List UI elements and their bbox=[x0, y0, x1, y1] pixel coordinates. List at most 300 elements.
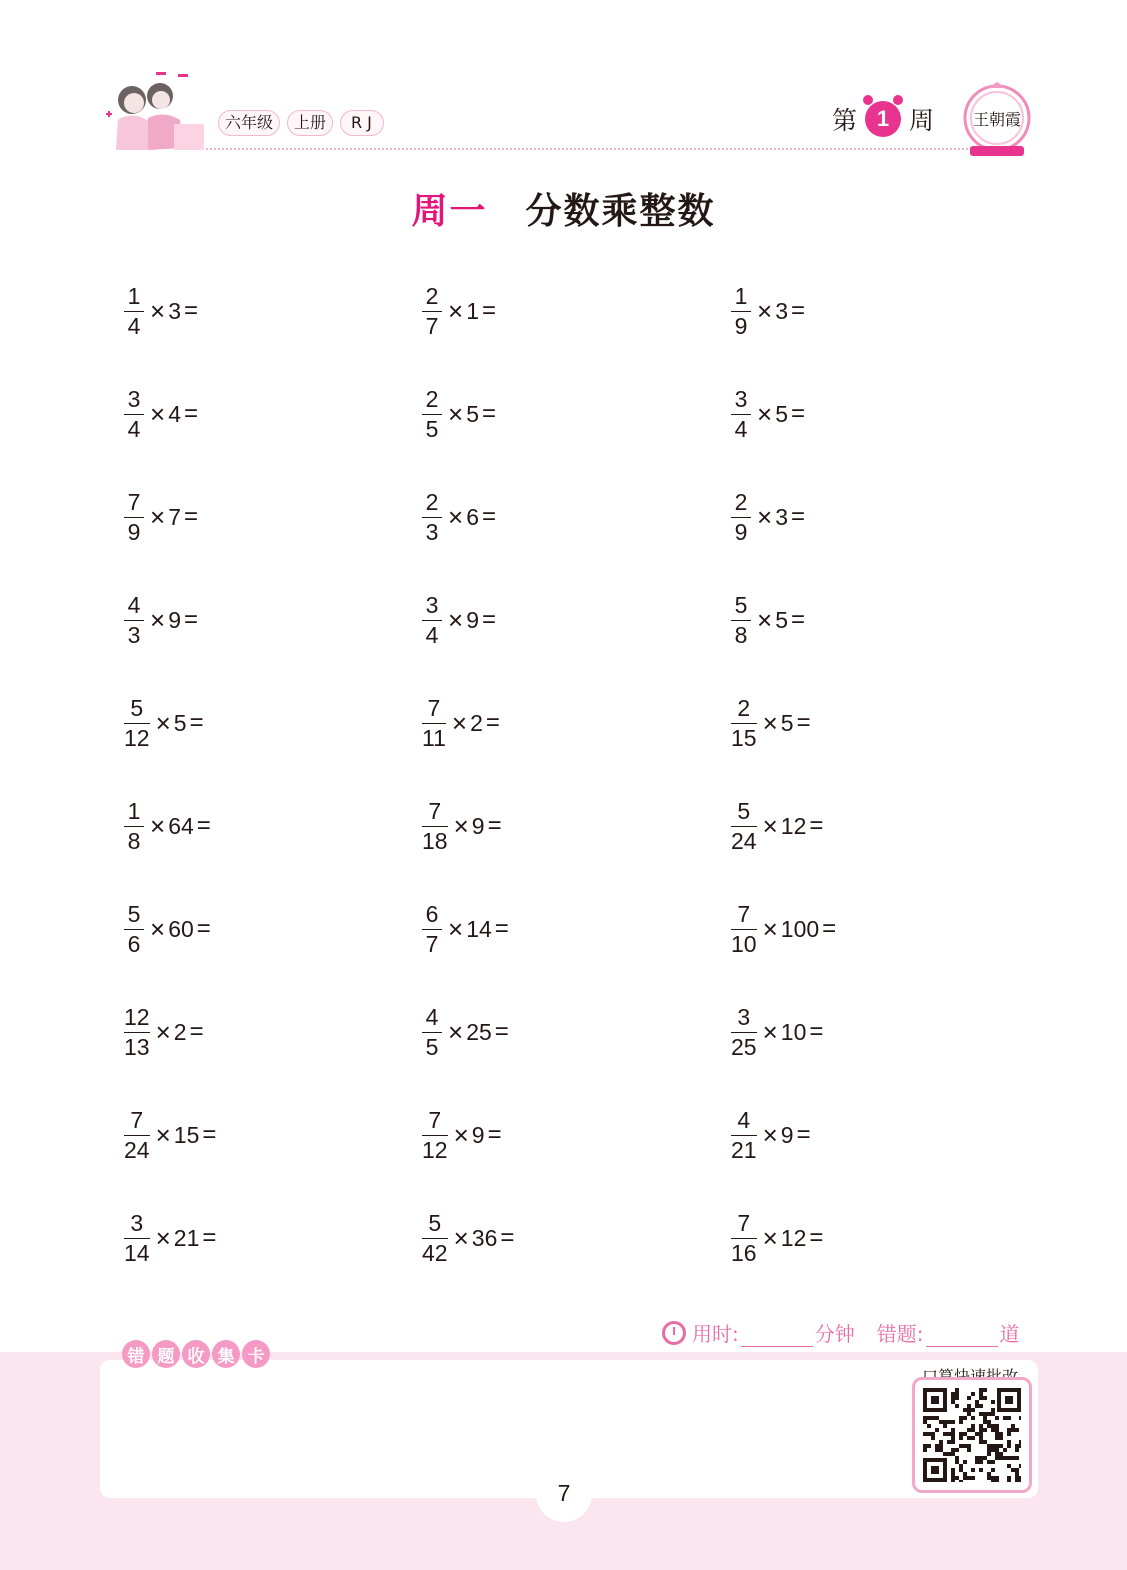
times-sign: × bbox=[757, 296, 773, 326]
operation bbox=[763, 709, 811, 737]
fraction bbox=[122, 1106, 152, 1163]
problem bbox=[420, 1104, 532, 1166]
week-prefix: 第 bbox=[832, 106, 858, 135]
denominator: 9 bbox=[734, 312, 748, 339]
fraction bbox=[122, 488, 146, 545]
card-title-char: 收 bbox=[182, 1340, 210, 1368]
multiplier: 9 bbox=[471, 812, 485, 839]
problem bbox=[122, 486, 228, 548]
denominator: 3 bbox=[127, 621, 141, 648]
numerator: 7 bbox=[127, 488, 141, 515]
equals-sign: = bbox=[822, 915, 837, 942]
denominator: 4 bbox=[127, 312, 141, 339]
fraction bbox=[420, 694, 448, 751]
card-title-char: 错 bbox=[122, 1340, 150, 1368]
multiplier: 21 bbox=[173, 1224, 200, 1251]
qr-code-icon bbox=[923, 1388, 1021, 1482]
operation bbox=[150, 400, 198, 428]
multiplier: 5 bbox=[466, 400, 479, 427]
operation bbox=[448, 400, 496, 428]
denominator: 24 bbox=[124, 1136, 150, 1163]
denominator: 25 bbox=[731, 1033, 757, 1060]
operation bbox=[150, 606, 198, 634]
times-sign: × bbox=[448, 914, 464, 944]
equals-sign: = bbox=[481, 503, 496, 530]
problem bbox=[729, 1104, 841, 1166]
operation bbox=[763, 1121, 811, 1149]
equals-sign: = bbox=[487, 1121, 502, 1148]
problem bbox=[122, 1207, 246, 1269]
numerator: 2 bbox=[734, 488, 748, 515]
card-title-char: 题 bbox=[152, 1340, 180, 1368]
numerator: 7 bbox=[427, 694, 441, 721]
multiplier: 12 bbox=[780, 812, 807, 839]
equals-sign: = bbox=[196, 812, 211, 839]
numerator: 4 bbox=[425, 1003, 439, 1030]
equals-sign: = bbox=[481, 297, 496, 324]
denominator: 7 bbox=[425, 312, 439, 339]
multiplier: 7 bbox=[168, 503, 181, 530]
numerator: 2 bbox=[737, 694, 751, 721]
numerator: 3 bbox=[737, 1003, 751, 1030]
numerator: 1 bbox=[734, 282, 748, 309]
answer-space[interactable] bbox=[811, 708, 841, 738]
numerator: 5 bbox=[428, 1209, 442, 1236]
denominator: 21 bbox=[731, 1136, 757, 1163]
problem bbox=[729, 280, 835, 342]
time-label: 用时: bbox=[692, 1322, 739, 1346]
denominator: 16 bbox=[731, 1239, 757, 1266]
operation bbox=[454, 1121, 502, 1149]
numerator: 7 bbox=[737, 900, 751, 927]
multiplier: 15 bbox=[173, 1121, 200, 1148]
problem-row bbox=[122, 589, 1022, 651]
fraction bbox=[729, 797, 759, 854]
operation bbox=[156, 1018, 204, 1046]
operation bbox=[150, 915, 211, 943]
equals-sign: = bbox=[183, 606, 198, 633]
multiplier: 3 bbox=[775, 503, 788, 530]
problem bbox=[729, 589, 835, 651]
denominator: 24 bbox=[731, 827, 757, 854]
denominator: 5 bbox=[425, 1033, 439, 1060]
numerator: 1 bbox=[127, 282, 141, 309]
numerator: 12 bbox=[124, 1003, 150, 1030]
problem-row bbox=[122, 795, 1022, 857]
fraction bbox=[122, 1209, 152, 1266]
times-sign: × bbox=[150, 914, 166, 944]
problem bbox=[729, 795, 853, 857]
fraction bbox=[420, 900, 444, 957]
problem bbox=[729, 383, 835, 445]
times-sign: × bbox=[150, 296, 166, 326]
card-title bbox=[122, 1340, 270, 1370]
times-sign: × bbox=[150, 502, 166, 532]
times-sign: × bbox=[448, 399, 464, 429]
denominator: 4 bbox=[734, 415, 748, 442]
problem bbox=[122, 280, 228, 342]
equals-sign: = bbox=[809, 812, 824, 839]
operation bbox=[448, 1018, 509, 1046]
problem bbox=[420, 589, 526, 651]
problem-row bbox=[122, 280, 1022, 342]
times-sign: × bbox=[757, 502, 773, 532]
multiplier: 9 bbox=[466, 606, 479, 633]
fraction bbox=[122, 797, 146, 854]
denominator: 18 bbox=[422, 827, 448, 854]
numerator: 5 bbox=[734, 591, 748, 618]
times-sign: × bbox=[155, 1017, 171, 1047]
page-number: 7 bbox=[557, 1480, 571, 1506]
operation bbox=[448, 606, 496, 634]
operation bbox=[452, 709, 500, 737]
answer-space[interactable] bbox=[198, 605, 228, 635]
multiplier: 3 bbox=[168, 297, 181, 324]
answer-space[interactable] bbox=[502, 811, 532, 841]
equals-sign: = bbox=[485, 709, 500, 736]
denominator: 9 bbox=[734, 518, 748, 545]
operation bbox=[448, 915, 509, 943]
title-day: 周一 bbox=[411, 191, 488, 232]
denominator: 10 bbox=[731, 930, 757, 957]
equals-sign: = bbox=[487, 812, 502, 839]
answer-space[interactable] bbox=[823, 1017, 853, 1047]
errors-unit: 道 bbox=[999, 1322, 1020, 1346]
operation bbox=[763, 812, 824, 840]
fraction bbox=[729, 1106, 759, 1163]
numerator: 7 bbox=[737, 1209, 751, 1236]
equals-sign: = bbox=[790, 606, 805, 633]
problem-row bbox=[122, 486, 1022, 548]
operation bbox=[150, 503, 198, 531]
numerator: 2 bbox=[425, 488, 439, 515]
problem-row bbox=[122, 692, 1022, 754]
numerator: 3 bbox=[734, 385, 748, 412]
times-sign: × bbox=[762, 708, 778, 738]
operation bbox=[454, 812, 502, 840]
equals-sign: = bbox=[809, 1018, 824, 1045]
card-title-char: 卡 bbox=[242, 1340, 270, 1368]
answer-space[interactable] bbox=[836, 914, 866, 944]
grade-tag: 六年级 bbox=[218, 110, 280, 136]
equals-sign: = bbox=[202, 1224, 217, 1251]
operation bbox=[448, 503, 496, 531]
times-sign: × bbox=[762, 1223, 778, 1253]
equals-sign: = bbox=[796, 709, 811, 736]
answer-space[interactable] bbox=[502, 1120, 532, 1150]
equals-sign: = bbox=[202, 1121, 217, 1148]
multiplier: 2 bbox=[173, 1018, 187, 1045]
header-divider bbox=[206, 148, 976, 150]
week-indicator bbox=[832, 101, 934, 137]
denominator: 12 bbox=[124, 724, 150, 751]
equals-sign: = bbox=[481, 400, 496, 427]
answer-space[interactable] bbox=[823, 811, 853, 841]
multiplier: 9 bbox=[168, 606, 181, 633]
problem bbox=[420, 1001, 539, 1063]
equals-sign: = bbox=[494, 915, 509, 942]
fraction bbox=[729, 1003, 759, 1060]
fraction bbox=[729, 694, 759, 751]
numerator: 2 bbox=[425, 282, 439, 309]
volume-tag: 上册 bbox=[287, 110, 333, 136]
fraction bbox=[122, 1003, 152, 1060]
problem-row bbox=[122, 898, 1022, 960]
answer-space[interactable] bbox=[216, 1120, 246, 1150]
times-sign: × bbox=[453, 1223, 469, 1253]
times-sign: × bbox=[762, 914, 778, 944]
denominator: 8 bbox=[734, 621, 748, 648]
answer-space[interactable] bbox=[811, 1120, 841, 1150]
fraction bbox=[122, 385, 146, 442]
multiplier: 14 bbox=[466, 915, 492, 942]
times-sign: × bbox=[448, 605, 464, 635]
equals-sign: = bbox=[183, 400, 198, 427]
equals-sign: = bbox=[494, 1018, 509, 1045]
equals-sign: = bbox=[196, 915, 211, 942]
answer-space[interactable] bbox=[496, 605, 526, 635]
answer-space[interactable] bbox=[805, 605, 835, 635]
equals-sign: = bbox=[790, 503, 805, 530]
problem bbox=[729, 692, 841, 754]
equals-sign: = bbox=[189, 1018, 204, 1045]
denominator: 4 bbox=[127, 415, 141, 442]
brand-name: 王朝霞 bbox=[972, 110, 1022, 129]
operation bbox=[156, 1224, 217, 1252]
answer-space[interactable] bbox=[509, 914, 539, 944]
operation bbox=[156, 709, 204, 737]
multiplier: 100 bbox=[780, 915, 820, 942]
answer-space[interactable] bbox=[211, 811, 241, 841]
edition-tag: RJ bbox=[340, 110, 384, 136]
fraction bbox=[729, 385, 753, 442]
answer-space[interactable] bbox=[496, 502, 526, 532]
operation bbox=[763, 915, 837, 943]
multiplier: 5 bbox=[775, 606, 788, 633]
numerator: 7 bbox=[428, 797, 442, 824]
operation bbox=[150, 812, 211, 840]
fraction bbox=[420, 488, 444, 545]
answer-space[interactable] bbox=[198, 502, 228, 532]
answer-space[interactable] bbox=[216, 1223, 246, 1253]
fraction bbox=[420, 591, 444, 648]
multiplier: 25 bbox=[466, 1018, 492, 1045]
week-suffix: 周 bbox=[909, 106, 935, 135]
equals-sign: = bbox=[500, 1224, 515, 1251]
time-blank[interactable] bbox=[741, 1325, 813, 1347]
multiplier: 5 bbox=[780, 709, 794, 736]
fraction bbox=[122, 694, 152, 751]
book-info-tags bbox=[218, 110, 384, 136]
problem bbox=[729, 1207, 853, 1269]
problem bbox=[122, 1001, 234, 1063]
multiplier: 6 bbox=[466, 503, 479, 530]
equals-sign: = bbox=[189, 709, 204, 736]
answer-space[interactable] bbox=[496, 399, 526, 429]
problem bbox=[122, 1104, 246, 1166]
answer-space[interactable] bbox=[805, 296, 835, 326]
times-sign: × bbox=[762, 1017, 778, 1047]
multiplier: 60 bbox=[168, 915, 194, 942]
fraction bbox=[420, 1003, 444, 1060]
problem bbox=[729, 486, 835, 548]
times-sign: × bbox=[155, 1120, 171, 1150]
multiplier: 36 bbox=[471, 1224, 498, 1251]
equals-sign: = bbox=[183, 297, 198, 324]
fraction bbox=[420, 797, 450, 854]
denominator: 11 bbox=[422, 724, 446, 751]
problem-row bbox=[122, 383, 1022, 445]
errors-label: 错题: bbox=[876, 1322, 924, 1346]
times-sign: × bbox=[451, 708, 468, 738]
problem bbox=[420, 383, 526, 445]
denominator: 4 bbox=[425, 621, 439, 648]
answer-space[interactable] bbox=[509, 1017, 539, 1047]
denominator: 8 bbox=[127, 827, 141, 854]
qr-code[interactable] bbox=[912, 1377, 1032, 1493]
answer-space[interactable] bbox=[823, 1223, 853, 1253]
problem bbox=[122, 692, 234, 754]
clock-icon bbox=[662, 1321, 686, 1345]
multiplier: 5 bbox=[775, 400, 788, 427]
numerator: 3 bbox=[425, 591, 439, 618]
kids-illustration bbox=[104, 70, 206, 156]
denominator: 14 bbox=[124, 1239, 150, 1266]
problem bbox=[122, 898, 241, 960]
problem bbox=[420, 898, 539, 960]
multiplier: 5 bbox=[173, 709, 187, 736]
week-number-badge: 1 bbox=[865, 101, 901, 137]
multiplier: 9 bbox=[471, 1121, 485, 1148]
fraction bbox=[122, 900, 146, 957]
multiplier: 12 bbox=[780, 1224, 807, 1251]
fraction bbox=[420, 1106, 450, 1163]
title-topic: 分数乘整数 bbox=[525, 191, 716, 232]
answer-space[interactable] bbox=[204, 1017, 234, 1047]
numerator: 4 bbox=[127, 591, 141, 618]
answer-space[interactable] bbox=[514, 1223, 544, 1253]
problem bbox=[420, 1207, 544, 1269]
numerator: 1 bbox=[127, 797, 141, 824]
operation bbox=[757, 297, 805, 325]
times-sign: × bbox=[150, 811, 166, 841]
numerator: 6 bbox=[425, 900, 439, 927]
problem-row bbox=[122, 1104, 1022, 1166]
equals-sign: = bbox=[809, 1224, 824, 1251]
operation bbox=[150, 297, 198, 325]
times-sign: × bbox=[155, 1223, 171, 1253]
problem-row bbox=[122, 1001, 1022, 1063]
operation bbox=[763, 1018, 824, 1046]
operation bbox=[763, 1224, 824, 1252]
answer-space[interactable] bbox=[198, 296, 228, 326]
operation bbox=[757, 503, 805, 531]
times-sign: × bbox=[150, 399, 166, 429]
equals-sign: = bbox=[183, 503, 198, 530]
times-sign: × bbox=[448, 502, 464, 532]
numerator: 7 bbox=[428, 1106, 442, 1133]
denominator: 3 bbox=[425, 518, 439, 545]
errors-blank[interactable] bbox=[926, 1325, 998, 1347]
page-title bbox=[0, 183, 1127, 234]
multiplier: 2 bbox=[470, 709, 483, 736]
numerator: 5 bbox=[127, 900, 141, 927]
equals-sign: = bbox=[790, 297, 805, 324]
times-sign: × bbox=[155, 708, 171, 738]
answer-space[interactable] bbox=[198, 399, 228, 429]
multiplier: 4 bbox=[168, 400, 181, 427]
times-sign: × bbox=[150, 605, 166, 635]
operation bbox=[448, 297, 496, 325]
problem-row bbox=[122, 1207, 1022, 1269]
times-sign: × bbox=[762, 1120, 778, 1150]
multiplier: 1 bbox=[466, 297, 479, 324]
fraction bbox=[420, 282, 444, 339]
fraction bbox=[729, 900, 759, 957]
operation bbox=[454, 1224, 515, 1252]
numerator: 7 bbox=[130, 1106, 144, 1133]
times-sign: × bbox=[453, 811, 469, 841]
times-sign: × bbox=[757, 605, 773, 635]
multiplier: 10 bbox=[780, 1018, 807, 1045]
brand-seal-logo bbox=[960, 80, 1034, 160]
denominator: 42 bbox=[422, 1239, 448, 1266]
denominator: 12 bbox=[422, 1136, 448, 1163]
stats-line bbox=[662, 1318, 1020, 1347]
fraction bbox=[729, 591, 753, 648]
fraction bbox=[420, 1209, 450, 1266]
time-unit: 分钟 bbox=[814, 1322, 855, 1346]
numerator: 2 bbox=[425, 385, 439, 412]
times-sign: × bbox=[453, 1120, 469, 1150]
numerator: 4 bbox=[737, 1106, 751, 1133]
fraction bbox=[420, 385, 444, 442]
problem bbox=[729, 1001, 853, 1063]
fraction bbox=[122, 282, 146, 339]
denominator: 15 bbox=[731, 724, 757, 751]
denominator: 9 bbox=[127, 518, 141, 545]
problem bbox=[420, 692, 530, 754]
answer-space[interactable] bbox=[805, 399, 835, 429]
denominator: 13 bbox=[124, 1033, 150, 1060]
answer-space[interactable] bbox=[211, 914, 241, 944]
problem bbox=[122, 795, 241, 857]
operation bbox=[757, 400, 805, 428]
operation bbox=[757, 606, 805, 634]
answer-space[interactable] bbox=[805, 502, 835, 532]
fraction bbox=[729, 488, 753, 545]
equals-sign: = bbox=[796, 1121, 811, 1148]
numerator: 3 bbox=[130, 1209, 144, 1236]
times-sign: × bbox=[448, 296, 464, 326]
numerator: 5 bbox=[130, 694, 144, 721]
multiplier: 64 bbox=[168, 812, 194, 839]
answer-space[interactable] bbox=[496, 296, 526, 326]
operation bbox=[156, 1121, 217, 1149]
problem bbox=[420, 486, 526, 548]
multiplier: 9 bbox=[780, 1121, 794, 1148]
times-sign: × bbox=[757, 399, 773, 429]
denominator: 5 bbox=[425, 415, 439, 442]
times-sign: × bbox=[448, 1017, 464, 1047]
answer-space[interactable] bbox=[204, 708, 234, 738]
answer-space[interactable] bbox=[500, 708, 530, 738]
times-sign: × bbox=[762, 811, 778, 841]
equals-sign: = bbox=[790, 400, 805, 427]
denominator: 6 bbox=[127, 930, 141, 957]
problem bbox=[122, 383, 228, 445]
problem bbox=[122, 589, 228, 651]
